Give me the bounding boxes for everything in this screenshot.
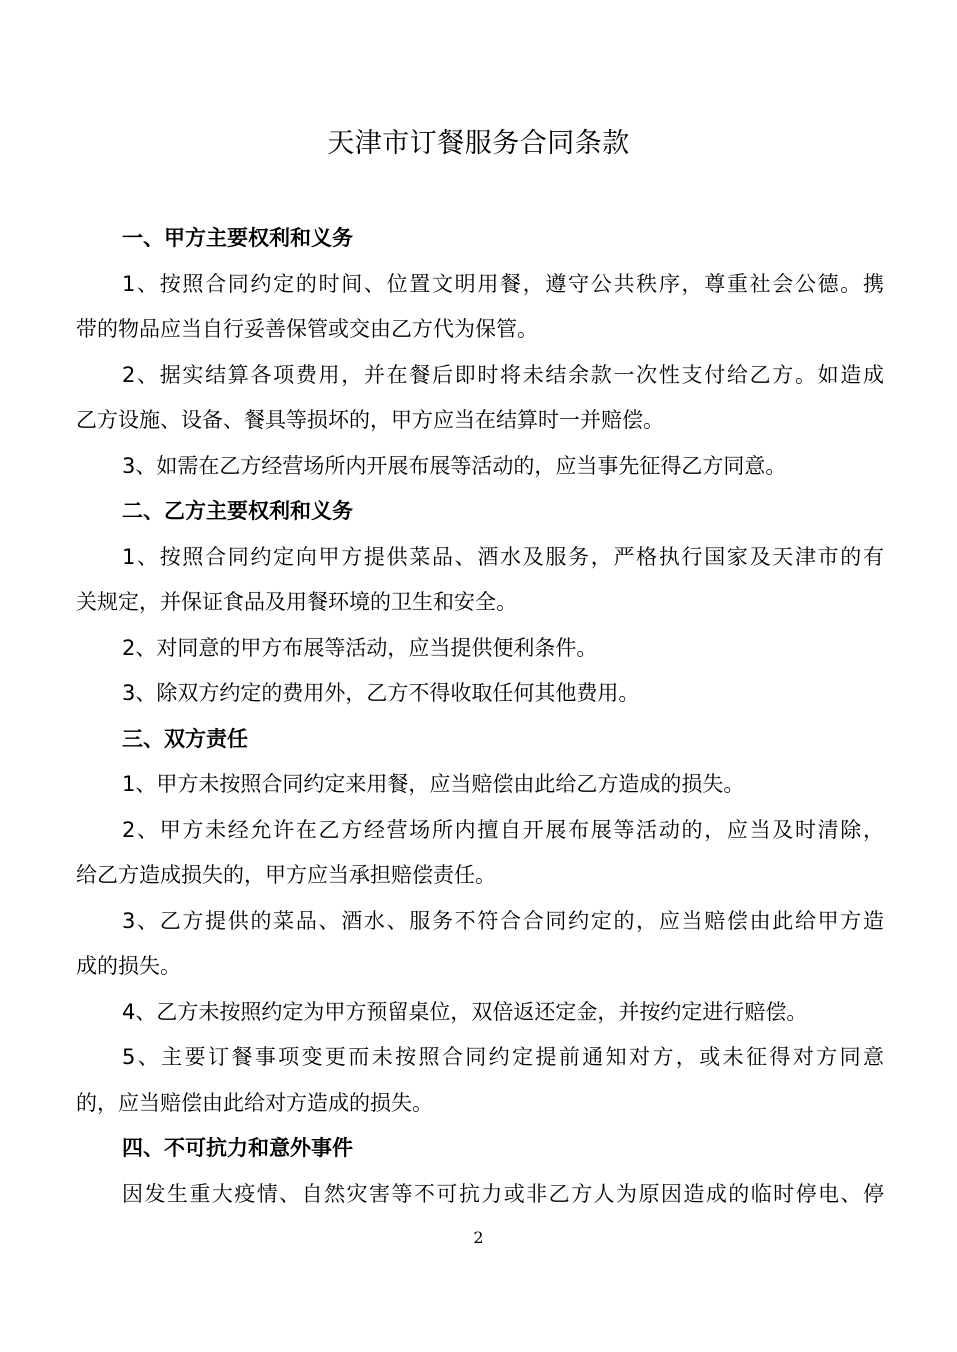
paragraph-line: 5、主要订餐事项变更而未按照合同约定提前通知对方，或未征得对方同意 xyxy=(122,1045,884,1069)
page-number: 2 xyxy=(473,1228,484,1247)
paragraph-line: 3、除双方约定的费用外，乙方不得收取任何其他费用。 xyxy=(122,681,640,705)
paragraph-line: 因发生重大疫情、自然灾害等不可抗力或非乙方人为原因造成的临时停电、停 xyxy=(122,1181,884,1206)
paragraph-line: 1、按照合同约定向甲方提供菜品、酒水及服务，严格执行国家及天津市的有 xyxy=(122,544,884,569)
paragraph-line: 2、对同意的甲方布展等活动，应当提供便利条件。 xyxy=(122,635,598,660)
document-title: 天津市订餐服务合同条款 xyxy=(327,128,630,159)
paragraph-line: 4、乙方未按照约定为甲方预留桌位，双倍返还定金，并按约定进行赔偿。 xyxy=(122,999,808,1024)
paragraph-line: 成的损失。 xyxy=(76,954,181,978)
section-heading-1: 一、甲方主要权利和义务 xyxy=(122,226,353,250)
paragraph-line: 关规定，并保证食品及用餐环境的卫生和安全。 xyxy=(76,590,517,614)
section-heading-3: 三、双方责任 xyxy=(122,726,248,751)
paragraph-line: 给乙方造成损失的，甲方应当承担赔偿责任。 xyxy=(76,863,496,887)
paragraph-line: 乙方设施、设备、餐具等损坏的，甲方应当在结算时一并赔偿。 xyxy=(76,408,664,432)
paragraph-line: 的，应当赔偿由此给对方造成的损失。 xyxy=(76,1090,433,1115)
paragraph-line: 1、按照合同约定的时间、位置文明用餐，遵守公共秩序，尊重社会公德。携 xyxy=(122,271,884,296)
document-body xyxy=(76,216,884,1217)
section-heading-2: 二、乙方主要权利和义务 xyxy=(122,499,353,523)
paragraph-line: 1、甲方未按照合同约定来用餐，应当赔偿由此给乙方造成的损失。 xyxy=(122,772,745,796)
section-heading-4: 四、不可抗力和意外事件 xyxy=(122,1136,353,1160)
paragraph-line: 2、甲方未经允许在乙方经营场所内擅自开展布展等活动的，应当及时清除， xyxy=(122,817,884,842)
paragraph-line: 3、乙方提供的菜品、酒水、服务不符合合同约定的，应当赔偿由此给甲方造 xyxy=(122,908,884,933)
paragraph-line: 带的物品应当自行妥善保管或交由乙方代为保管。 xyxy=(76,317,538,341)
paragraph-line: 2、据实结算各项费用，并在餐后即时将未结余款一次性支付给乙方。如造成 xyxy=(122,362,884,387)
paragraph-line: 3、如需在乙方经营场所内开展布展等活动的，应当事先征得乙方同意。 xyxy=(122,453,787,478)
